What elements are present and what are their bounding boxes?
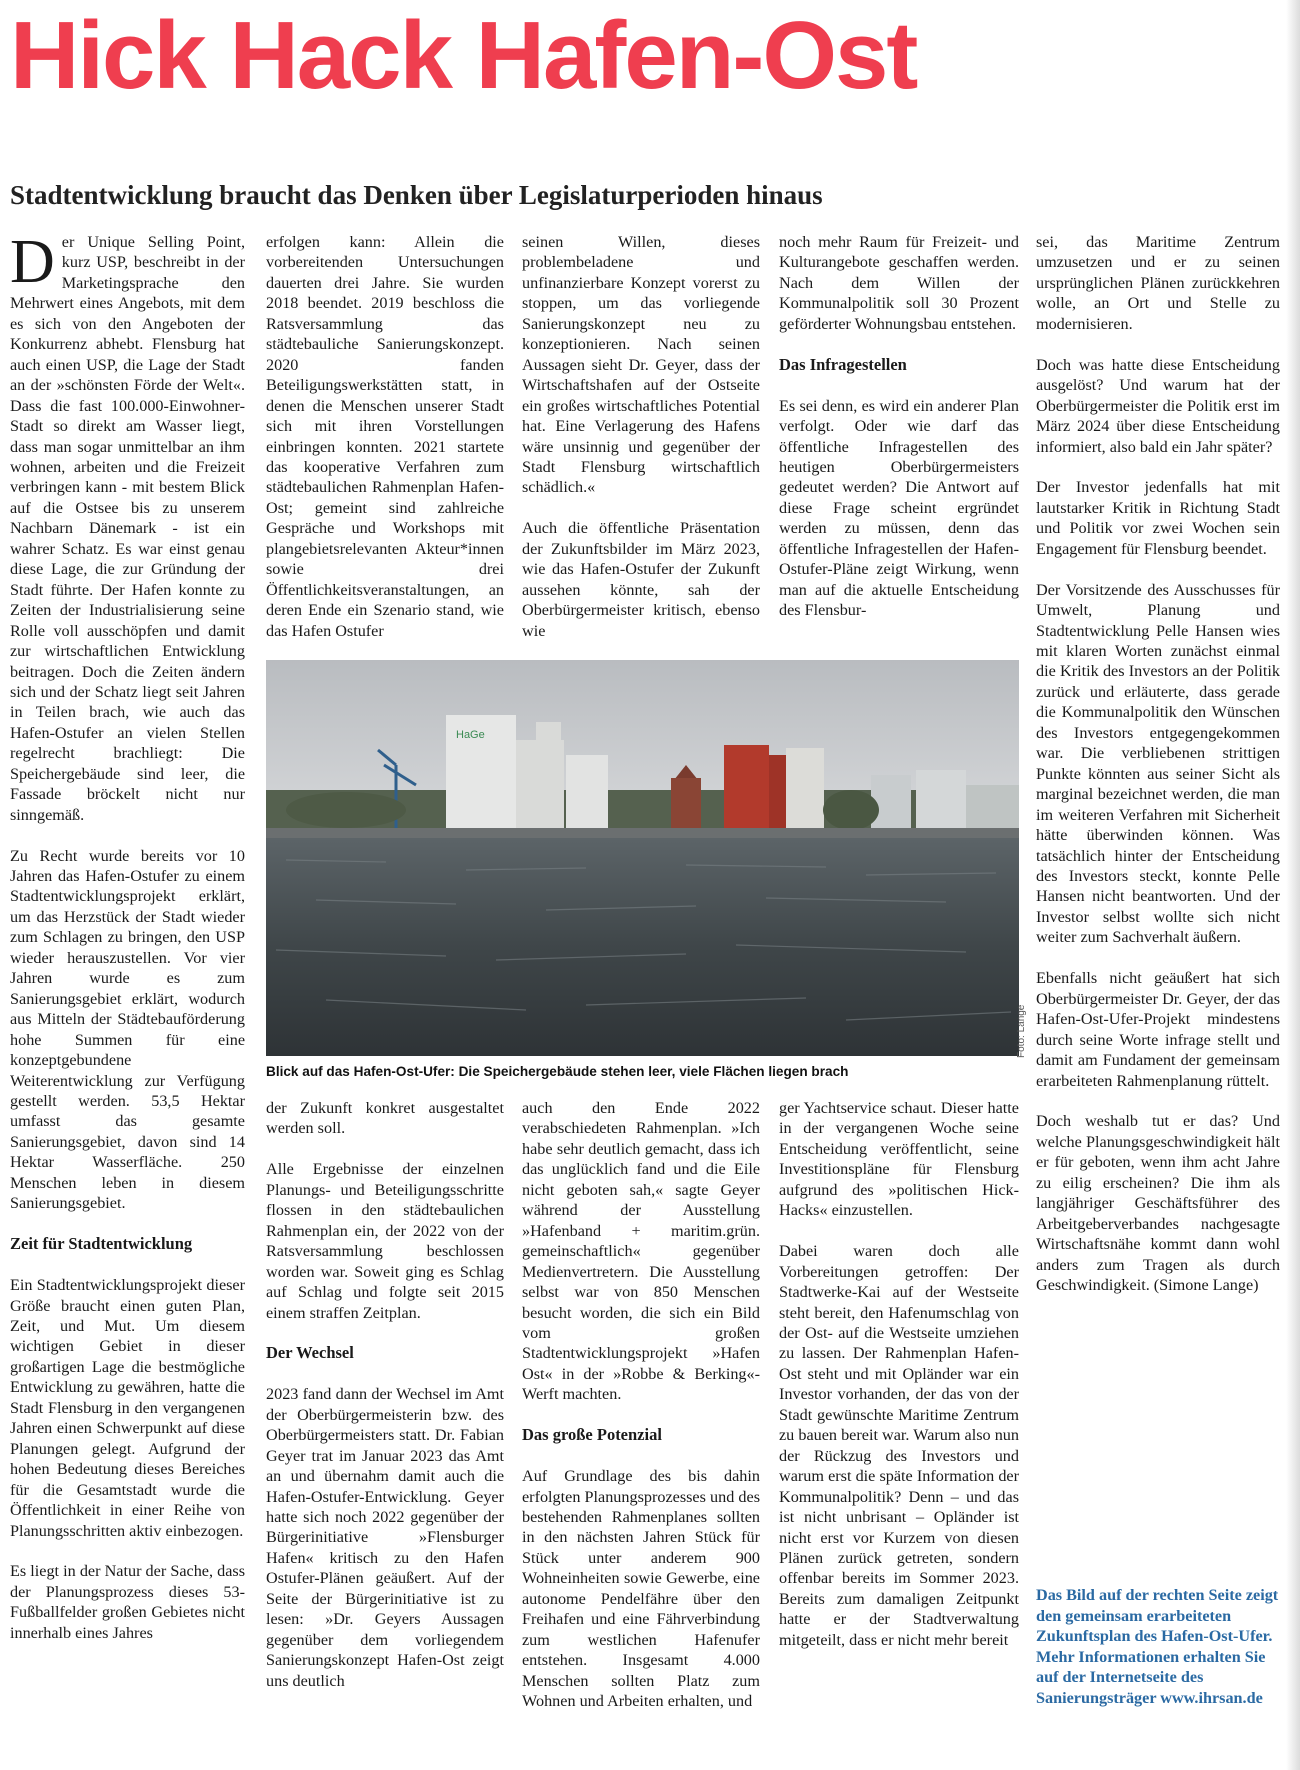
drop-cap: D [10, 232, 55, 296]
silo-sign: HaGe [456, 729, 485, 741]
subheadline: Stadtentwicklung braucht das Denken über Legislaturperioden hinaus [10, 180, 823, 210]
info-box: Das Bild auf der rechten Seite zeigt den gemeinsam erarbeiteten Zukunftsplan des Hafen-Ost-Ufer. Mehr Informationen erhalten Sie auf der Internetseite des Sanierungsträger www.ihrsan.de [1036, 1586, 1279, 1707]
column-3-bottom [522, 1098, 760, 1760]
paragraph: Ebenfalls nicht geäußert hat sich Oberbürgermeister Dr. Geyer, der das Hafen-Ost-Ufer-Projekt mindestens durch seine Worte infrage stellt und damit am Fundament der gemeinsam erarbeiteten Rahmenplanung rüttelt. [1036, 969, 1280, 1090]
paragraph: Doch was hatte diese Entscheidung ausgelöst? Und warum hat der Oberbürgermeister die Politik erst im März 2024 über diese Entscheidung informiert, also bald ein Jahr später? [1036, 355, 1280, 456]
paragraph: auch den Ende 2022 verabschiedeten Rahmenplan. »Ich habe sehr deutlich gemacht, dass ich das unglücklich fand und die Eile nicht geboten sah,« sagte Geyer während der Ausstellung »Hafenband + maritim.grün. gemeinschaftlich« gegenüber Medienvertretern. Die Ausstellung selbst war von 850 Menschen besucht worden, die sich ein Bild vom großen Stadtentwicklungsprojekt »Hafen Ost« in der »Robbe & Berking«-Werft machten. [522, 1099, 760, 1404]
paragraph: Der Vorsitzende des Ausschusses für Umwelt, Planung und Stadtentwicklung Pelle Hansen wies mit klaren Worten zunächst einmal die Kritik des Investors an der Politik zurück und erläuterte, dass gerade die Kommunalpolitik den Wünschen des Investors entgegengekommen war. Die verbliebenen strittigen Punkte könnten aus seiner Sicht als marginal bezeichnet werden, die man im weiteren Verfahren mit Sicherheit hätte überwinden können. Was tatsächlich hinter der Entscheidung des Investors steckt, konnte Pelle Hansen nicht beantworten. Und der Investor selbst wollte sich nicht weiter zum Sachverhalt äußern. [1036, 580, 1280, 947]
paragraph: Auch die öffentliche Präsentation der Zukunftsbilder im März 2023, wie das Hafen-Ostufer der Zukunft aussehen könnte, sah der Oberbürgermeister kritisch, ebenso wie [522, 519, 760, 640]
paragraph: Alle Ergebnisse der einzelnen Planungs- und Beteiligungsschritte flossen in den städtebaulichen Rahmenplan ein, der 2022 von der Ratsversammlung beschlossen worden war. Soweit ging es Schlag auf Schlag und folgte seit 2015 einem straffen Zeitplan. [266, 1160, 504, 1322]
column-4-top [779, 232, 1019, 647]
paragraph: seinen Willen, dieses problembeladene und unfinanzierbare Konzept vorerst zu stoppen, um das vorliegende Sanierungskonzept neu zu konzeptionieren. Nach seinen Aussagen sieht Dr. Geyer, dass der Wirtschaftshafen auf der Ostseite ein großes wirtschaftliches Potential hat. Eine Verlagerung des Hafens wäre unsinnig und gegenüber der Stadt Flensburg wirtschaftlich schädlich.« [522, 233, 760, 497]
column-4-bottom [779, 1098, 1019, 1760]
paragraph: erfolgen kann: Allein die vorbereitenden Untersuchungen dauerten drei Jahre. Sie wurden 2018 beendet. 2019 beschloss die Ratsversammlung das städtebauliche Sanierungskonzept. 2020 fanden Beteiligungswerkstätten statt, in denen die Menschen unserer Stadt sich mit ihren Vorstellungen einbringen konnten. 2021 startete das kooperative Verfahren zum städtebaulichen Rahmenplan Hafen-Ost; gemeint sind zahlreiche Gespräche und Workshops mit plangebietsrelevanten Akteur*innen sowie drei Öffentlichkeitsveranstaltungen, an deren Ende ein Szenario stand, wie das Hafen Ostufer [266, 233, 504, 640]
paragraph: Der Investor jedenfalls hat mit lautstarker Kritik in Richtung Stadt und Politik vor zwei Wochen sein Engagement für Flensburg beendet. [1036, 478, 1280, 558]
headline: Hick Hack Hafen-Ost [10, 2, 917, 109]
paragraph: sei, das Maritime Zentrum umzusetzen und er zu seinen ursprünglichen Plänen zurückkehren wolle, an Ort und Stelle zu modernisieren. [1036, 233, 1280, 333]
section-heading: Das Infragestellen [779, 354, 907, 374]
column-1 [10, 232, 245, 1760]
column-3-top [522, 232, 760, 647]
column-2-bottom [266, 1098, 504, 1760]
paragraph: der Zukunft konkret ausgestaltet werden soll. [266, 1099, 504, 1138]
paragraph: Auf Grundlage des bis dahin erfolgten Planungsprozesses und des bestehenden Rahmenplanes sollten in den nächsten Jahren Stück für Stück unter anderem 900 Wohneinheiten sowie Gewerbe, eine autonome Pendelfähre über den Freihafen und eine Fährverbindung zum westlichen Hafenufer entstehen. Insgesamt 4.000 Menschen sollten Platz zum Wohnen und Arbeiten erhalten, und [522, 1467, 760, 1711]
paragraph: Dabei waren doch alle Vorbereitungen getroffen: Der Stadtwerke-Kai auf der Westseite steht bereit, den Hafenumschlag von der Ost- auf die Westseite umziehen zu lassen. Der Rahmenplan Hafen-Ost steht und mit Opländer war ein Investor vorhanden, der das von der Stadt gewünschte Maritime Zentrum zu bauen bereit war. Warum also nun der Rückzug des Investors und warum erst die späte Information der Kommunalpolitik? Denn – und das ist nicht unbrisant – Opländer ist nicht erst vor Kurzem von diesen Plänen zurück getreten, sondern offenbar bereits im Sommer 2023. Bereits zum damaligen Zeitpunkt hatte er der Stadtverwaltung mitgeteilt, dass er nicht mehr bereit [779, 1242, 1019, 1649]
section-heading: Das große Potenzial [522, 1425, 662, 1445]
photo-credit: Foto: Lange [1016, 1004, 1027, 1058]
paragraph: noch mehr Raum für Freizeit- und Kulturangebote geschaffen werden. Nach dem Willen der Kommunalpolitik soll 30 Prozent geförderter Wohnungsbau entstehen. [779, 233, 1019, 333]
section-heading: Der Wechsel [266, 1343, 354, 1363]
paragraph: Es sei denn, es wird ein anderer Plan verfolgt. Oder wie darf das öffentliche Infragestellen des heutigen Oberbürgermeisters gedeutet werden? Die Antwort auf diese Frage scheint ergründet werden zu müssen, denn das öffentliche Infragestellen der Hafen-Ostufer-Pläne zeigt Wirkung, wenn man auf die aktuelle Entscheidung des Flensbur- [779, 396, 1019, 620]
column-2-top [266, 232, 504, 647]
paragraph: Ein Stadtentwicklungsprojekt dieser Größe braucht einen guten Plan, Zeit, und Mut. Um diesem wichtigen Gebiet in dieser großartigen Lage die bestmögliche Entwicklung zu gewähren, hatte die Stadt Flensburg in den vergangenen Jahren einen Schwerpunkt auf diese Planungen gelegt. Aufgrund der hohen Bedeutung dieses Bereiches für die Gesamtstadt wurde die Öffentlichkeit in einer Reihe von Planungsschritten aktiv einbezogen. [10, 1276, 245, 1540]
paragraph: Doch weshalb tut er das? Und welche Planungsgeschwindigkeit hält er für geboten, wenn ihm acht Jahre zu eilig erscheinen? Die ihm als langjähriger Geschäftsführer des Arbeitgeberverbandes nachgesagte Wirtschaftsnähe kommt dann wohl anders zum Tragen als durch Geschwindigkeit. (Simone Lange) [1036, 1112, 1280, 1295]
paragraph: 2023 fand dann der Wechsel im Amt der Oberbürgermeisterin bzw. des Oberbürgermeisters statt. Dr. Fabian Geyer trat im Januar 2023 das Amt an und übernahm damit auch die Hafen-Ostufer-Entwicklung. Geyer hatte sich noch 2022 gegenüber der Bürgerinitiative »Flensburger Hafen« kritisch zu den Hafen Ostufer-Plänen geäußert. Auf der Seite der Bürgerinitiative ist zu lesen: »Dr. Geyers Aussagen gegenüber dem vorliegendem Sanierungskonzept Hafen-Ost zeigt uns deutlich [266, 1385, 504, 1690]
section-heading: Zeit für Stadtentwicklung [10, 1234, 193, 1254]
column-5 [1036, 232, 1280, 1487]
page-edge [1286, 0, 1300, 1770]
paragraph: ger Yachtservice schaut. Dieser hatte in der vergangenen Woche seine Entscheidung veröffentlicht, seine Investitionspläne für Flensburg aufgrund des »politischen Hick-Hacks« einzustellen. [779, 1099, 1019, 1220]
paragraph: Der Unique Selling Point, kurz USP, beschreibt in der Marketingsprache den Mehrwert eines Angebots, mit dem es sich von den Angeboten der Konkurrenz abhebt. Flensburg hat auch einen USP, die Lage der Stadt an der »schönsten Förde der Welt«. Dass die fast 100.000-Einwohner-Stadt so direkt am Wasser liegt, dass man sogar unmittelbar an ihm wohnen, arbeiten und die Freizeit verbringen kann - mit bestem Blick auf die Ostsee bis zu unserem Nachbarn Dänemark - ist ein wahrer Schatz. Es war einst genau diese Lage, die zur Gründung der Stadt führte. Der Hafen konnte zu Zeiten der Industrialisierung seine Rolle voll ausschöpfen und damit zur wirtschaftlichen Entwicklung beitragen. Doch die Zeiten ändern sich und der Schatz liegt seit Jahren in Teilen brach, wie auch das Hafen-Ostufer an vielen Stellen regelrecht brachliegt: Die Speichergebäude sind leer, die Fassade bröckelt nicht nur sinngemäß. [10, 232, 245, 824]
photo-caption: Blick auf das Hafen-Ost-Ufer: Die Speichergebäude stehen leer, viele Flächen liegen brach [266, 1064, 849, 1079]
harbor-photo [266, 660, 1019, 1056]
paragraph: Es liegt in der Natur der Sache, dass der Planungsprozess dieses 53-Fußballfelder großen Gebietes nicht innerhalb eines Jahres [10, 1562, 245, 1642]
paragraph: Zu Recht wurde bereits vor 10 Jahren das Hafen-Ostufer zu einem Stadtentwicklungsprojekt erklärt, um das Herzstück der Stadt wieder zum Schlagen zu bringen, den USP wieder herauszustellen. Vor vier Jahren wurde es zum Sanierungsgebiet erklärt, wodurch aus Mitteln der Städtebauförderung hohe Summen für eine konzeptgebundene Weiterentwicklung zur Verfügung gestellt werden. 53,5 Hektar umfasst das gesamte Sanierungsgebiet, davon sind 14 Hektar Wasserfläche. 250 Menschen leben in diesem Sanierungsgebiet. [10, 846, 245, 1213]
